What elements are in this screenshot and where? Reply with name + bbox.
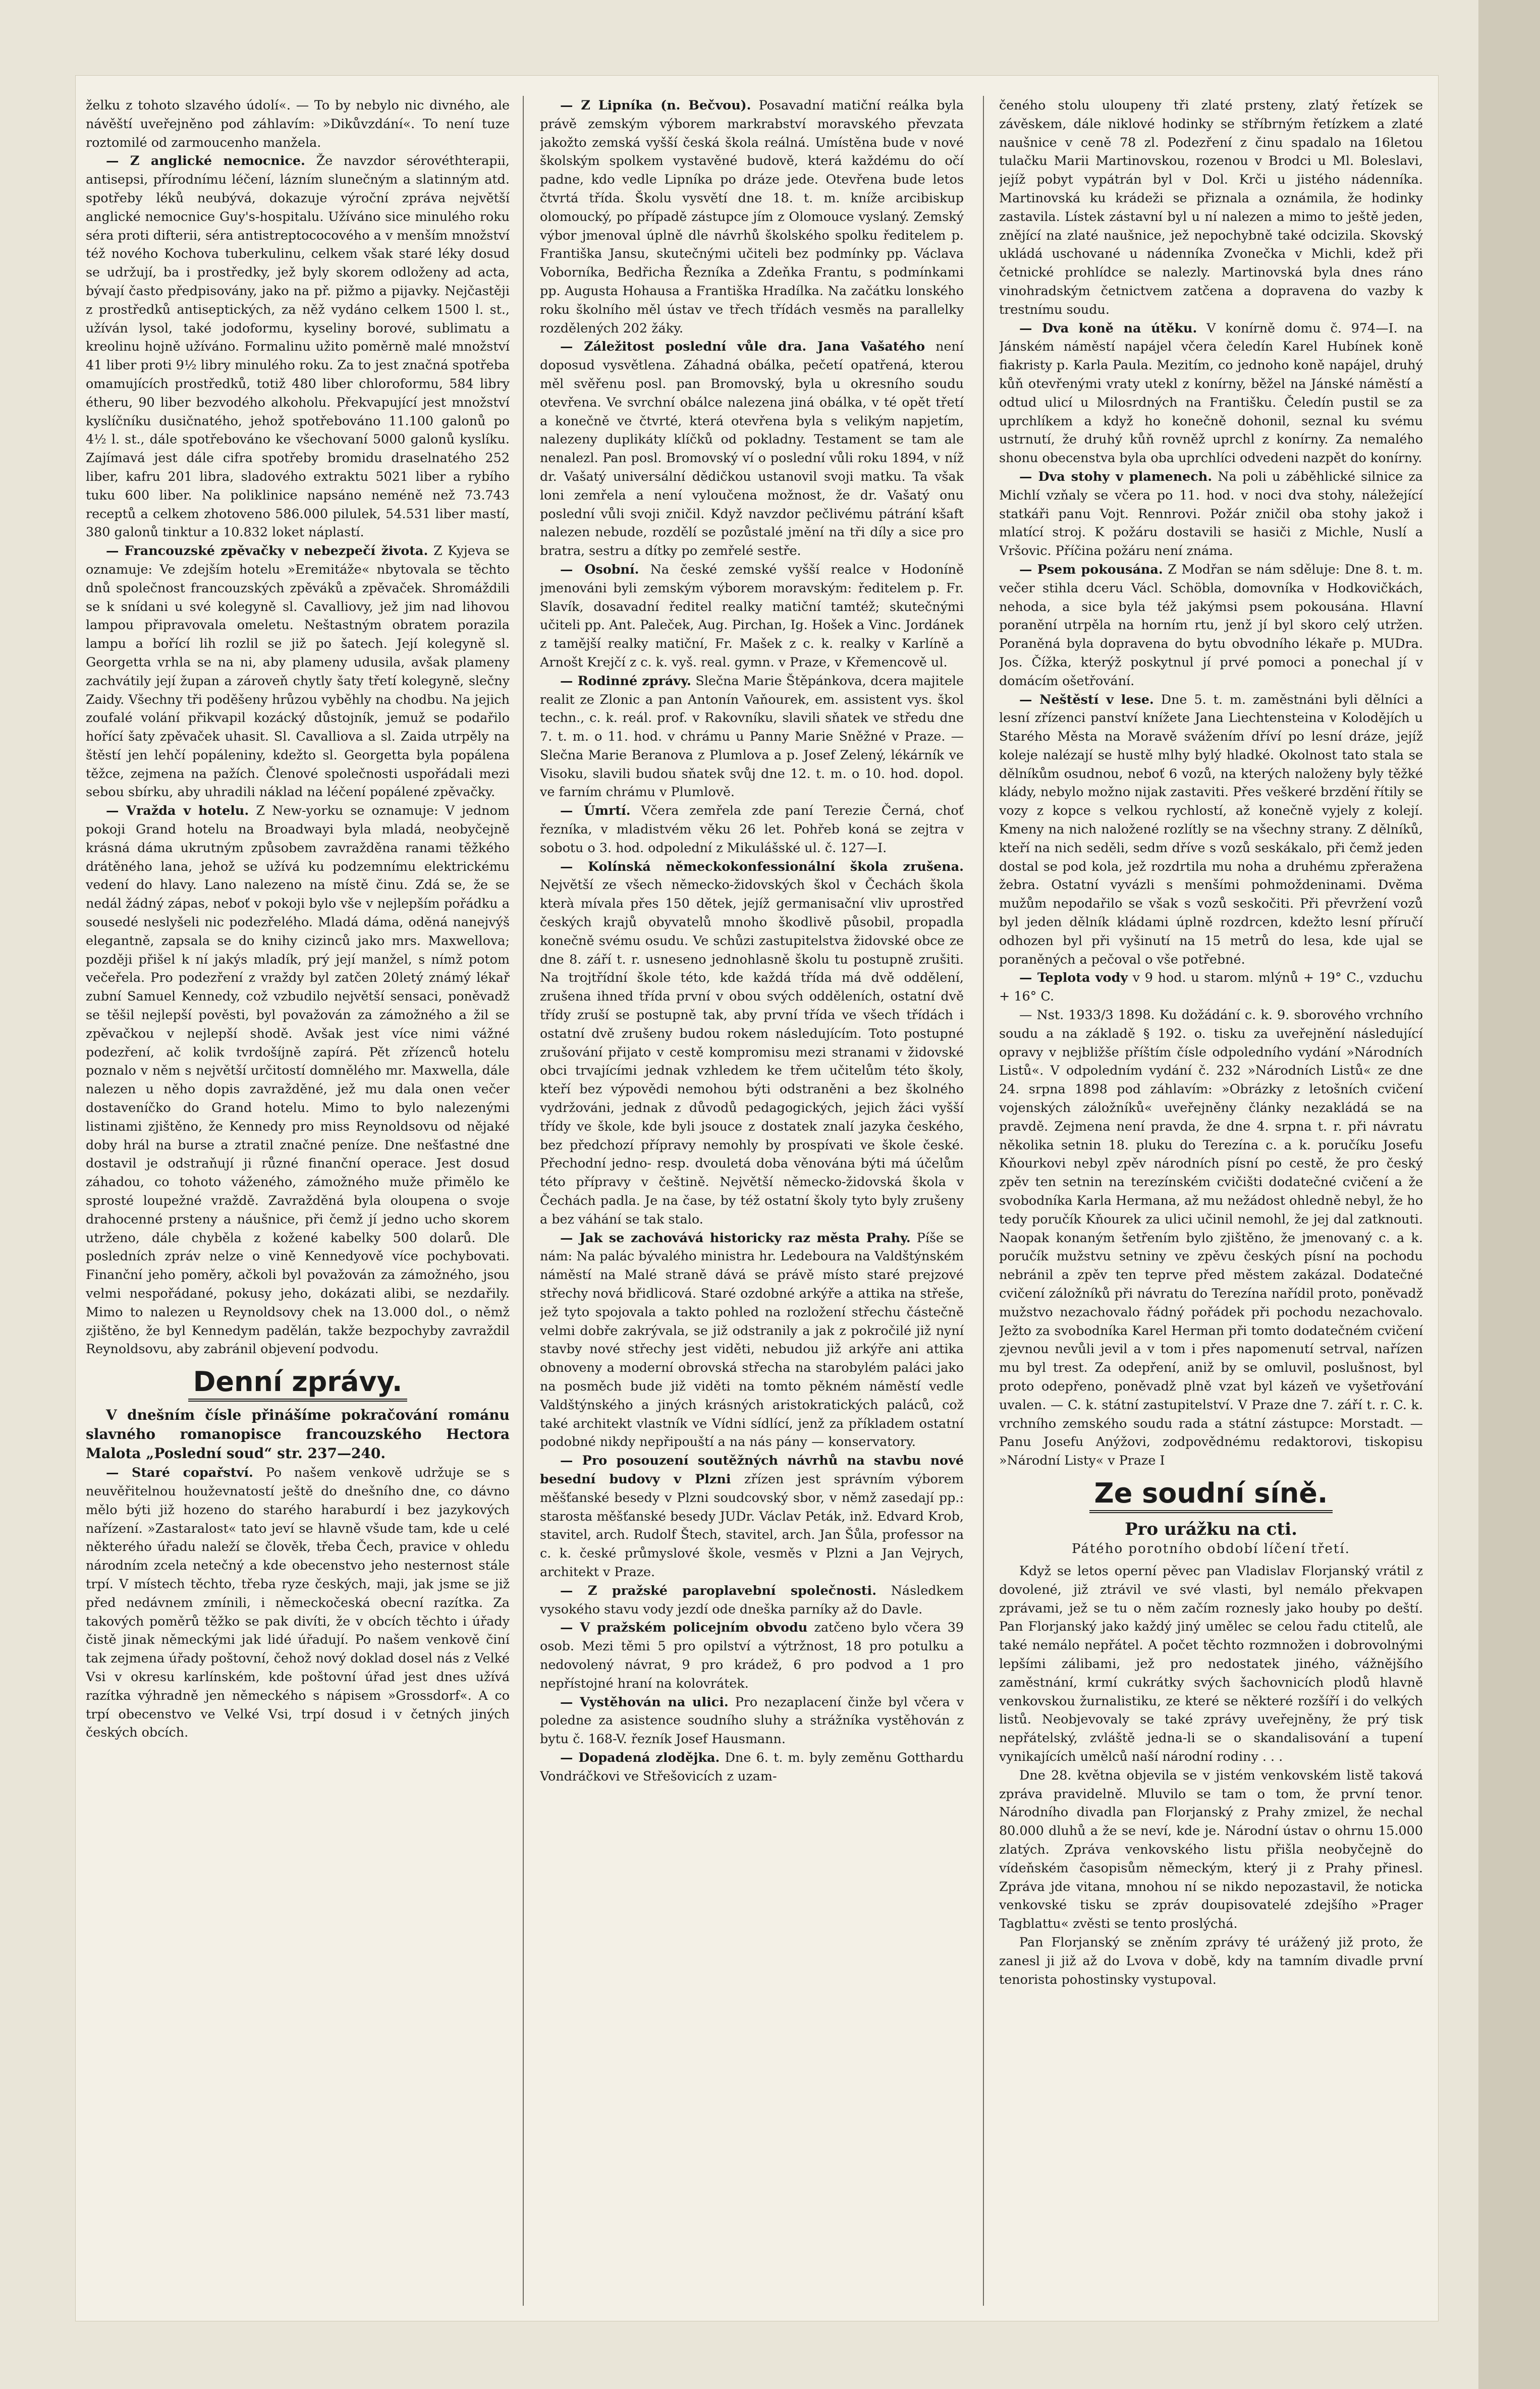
article-text: zatčeno bylo včera 39 osob. Mezi těmi 5 pro opilství a výtržnost, 18 pro potulku a nedovolený návrat, 9 pro krádež, 6 pro podvod a 1 pro nepřístojné hraní na kolovrátek. xyxy=(540,1620,964,1691)
article-text: Pan Florjanský se zněním zprávy té urážený již proto, že zanesl ji již až do Lvova v době, kdy na tamním divadle první tenorista pohostinsky vystupoval. xyxy=(999,1934,1423,1987)
article-text: Po našem venkově udržuje se s neuvěřitelnou houževnatostí ještě do dnešního dne, co dávno mělo býti již hozeno do starého haraburdí i bez jazykových nařízení. »Zastaralost« tato jeví se hlavně všude tam, kde u celé některého úřadu naleží se člověk, třeba Čech, pravice v ohledu národním zcela netečný a kde obecenstvo jeho nesternost stále trpí. V místech těchto, třeba ryze českých, maji, jak jsme se již před nedávnem zmínili, i německočeská obecní razítka. Za takových poměrů těžko se pak divíti, že v obcích těchto i úřady čistě jinak německými jak lidé úřadují. Po našem venkově činí tak zejmena úřady poštovní, čehož nový doklad dosel nás z Velké Vsi v okresu karlínském, kde poštovní úřad jest dnes užívá razítka výhradně jen německého s nápisem »Grossdorf«. A co trpí obecenstvo ve Velké Vsi, trpí dosud i v četných jiných českých obcích. xyxy=(86,1465,510,1740)
article-headline: — Kolínská německokonfessionální škola zrušena. xyxy=(560,858,964,874)
article-headline: Pro urážku na cti. xyxy=(1125,1519,1297,1539)
section-heading xyxy=(86,1366,510,1402)
article-text: Včera zemřela zde paní Terezie Černá, choť řezníka, v mladistvém věku 26 let. Pohřeb koná se zejtra v sobotu o 3. hod. odpolední z Mikulášské ul. č. 127—I. xyxy=(540,803,964,855)
article-headline: — Osobní. xyxy=(560,561,639,577)
article-text: Dne 5. t. m. zaměstnáni byli dělníci a lesní zřízenci panství knížete Jana Liechtensteina v Kolodějích u Starého Města na Moravě svážením dříví po lesní dráze, jejíž koleje nalézají se hustě mlhy bylý hladké. Okolnost tato stala se dělníkům osudnou, neboť 6 vozů, na kterých naloženy byly těžké klády, nebylo možno nijak zastaviti. Přes veškeré brzdění řítily se vozy z kopce s velkou rychlostí, až konečně vyjely z kolejí. Kmeny na nich naložené rozlítly se na všechny strany. Z dělníků, kteří na nich seděli, sedm dříve s vozů seskákalo, při čemž jeden dostal se pod kola, jež rozdrtila mu noha a druhému zpřeražena žebra. Ostatní vyvázli s menšími pohmoždeninami. Dvěma mužům nepodařilo se však s vozů seskočiti. Při převržení vozů byl jeden dělník kládami úplně rozdrcen, kdežto lesní příručí odhozen byl při vyšinutí na 15 metrů do lesa, kde ujal se poraněných a pečoval o vše potřebné. xyxy=(999,691,1423,967)
article-text: zřízen jest správním výborem měšťanské besedy v Plzni soudcovský sbor, v němž zasedají pp.: starosta měšťanské besedy JUDr. Václav Peták, inž. Edvard Krob, stavitel, arch. Rudolf Štech, stavitel, arch. Jan Šůla, professor na c. k. české průmyslové škole, vesměs v Plzni a Jan Vejrych, architekt v Praze. xyxy=(540,1471,964,1579)
article-subheadline: Pátého porotního období líčení třetí. xyxy=(1072,1541,1350,1557)
section-title: Ze soudní síně. xyxy=(1089,1478,1333,1513)
article-headline: — Neštěstí v lese. xyxy=(1019,691,1154,707)
article xyxy=(86,801,510,1358)
article-text: Následkem vysokého stavu vody jezdí ode dneška parníky až do Davle. xyxy=(540,1582,964,1617)
article-text: Na české zemské vyšší realce v Hodoníně jmenováni byli zemským výborem moravským: ředitelem p. Fr. Slavík, dosavadní ředitel realky matiční tamtéž; skutečnými učiteli pp. Ant. Paleček, Aug. Pirchan, Ig. Hošek a Vinc. Jordánek z tamější realky matiční, Fr. Mašek z c. k. realky v Karlíně a Arnošt Krejčí z c. k. vyš. real. gymn. v Praze, v Křemencově ul. xyxy=(540,561,964,670)
article-headline: — Dopadená zlodějka. xyxy=(560,1749,720,1765)
article xyxy=(999,560,1423,690)
article-text: čeného stolu uloupeny tři zlaté prsteny, zlatý řetízek se závěskem, dále niklové hodinky se stříbrným řetízkem a zlaté naušnice v ceně 78 zl. Podezření z činu spadalo na 16letou tulačku Marii Martinovskou, rozenou v Brodci u Ml. Boleslavi, jejíž pobyt vypátrán byl v Dol. Krči u jistého nádenníka. Martinovská ku krádeži se přiznala a oznámila, že hodinky zastavila. Lístek zástavní byl u ní nalezen a mimo to ještě jeden, znějící na zlaté naušnice, jež nepochybně také odcizila. Skovský ukládá uschované u nádenníka Zvonečka v Michli, kdež při četnické prohlídce se nalezly. Martinovská byla dnes ráno vinohradským četnictvem zatčena a dopravena do vazby k trestnímu soudu. xyxy=(999,97,1423,317)
article-headline: — Záležitost poslední vůle dra. Jana Vašatého xyxy=(560,339,925,354)
article xyxy=(540,801,964,857)
article-text: želku z tohoto slzavého údolí«. — To by nebylo nic divného, ale návěští uveřejněno pod záhlavím: »Dikůvzdání«. To není tuze roztomilé od zarmoucenho manžela. xyxy=(86,97,510,150)
article-text: Dne 6. t. m. byly zeměnu Gotthardu Vondráčkovi ve Střešovicích z uzam- xyxy=(540,1749,964,1784)
article-text: Z Modřan se nám sděluje: Dne 8. t. m. večer stihla dceru Václ. Schöbla, domovníka v Hodkovičkách, nehoda, a sice byla též jakýmsi psem pokousána. Hlavní poranění utrpěla na horním rtu, jenž jí byl skoro celý utržen. Poraněná byla dopravena do bytu obvodního lékaře p. MUDra. Jos. Čížka, kterýž poskytnul jí prvé pomoci a ponechal jí v domácím ošetřování. xyxy=(999,561,1423,688)
article-text: Největší ze všech německo-židovských škol v Čechách škola kterà mívala přes 150 dětek, jejíž germanisační vliv uprostřed českých krajů obyvatelů mnoho škodlivě působil, propadla konečně svému osudu. Ve schůzi zastupitelstva židovské obce ze dne 8. září t. r. usneseno jednohlasně školu tu postupně zrušiti. Na trojtřídní škole této, kde každá třída má dvě oddělení, zrušena ihned třída první v obou svých odděleních, ostatní dvě třídy zruší se postupně tak, aby první třída ve všech třídách i ostatní dvě zrušeny budou rokem následujícím. Toto postupné zrušování přijato v cestě kompromisu mezi stranami v židovské obci trvajícími jednak vzhledem ke třem učitelům této školy, kteří bez výpovědi nemohou býti odstraněni a bez školného vydržováni, jednak z důvodů pedagogických, jejich žáci vyšší třídy ve škole, kde byli jsouce z dostatek znalí jazyka českého, bez předchozí přípravy nemohly by prospívati ve škole české. Přechodní jedno- resp. dvouletá doba věnována býti má účelům této přípravy v češtině. Největší německo-židovská škola v Čechách padla. Je na čase, by též ostatní školy tyto byly zrušeny a bez váhání se tak stalo. xyxy=(540,877,964,1227)
article-text: Posavadní matiční reálka byla právě zemským výborem markrabství moravského převzata jakožto zemská vyšší česká škola reálná. Umístěna bude v nové školským spolkem vystavěné budově, která každému do očí padne, kdo vedle Lipníka po dráze jede. Otevřena bude letos čtvrtá třída. Školu vysvětí dne 18. t. m. kníže arcibiskup olomoucký, po případě zástupce jím z Olomouce vyslaný. Zemský výbor jmenoval úplně dle návrhů školského spolku ředitelem p. Františka Jansu, skutečnými učiteli bez podmínky pp. Václava Voborníka, Bedřicha Řezníka a Zdeňka Frantu, s podmínkami pp. Augusta Hohausa a Františka Hradílka. Na začátku lonského roku školního měl ústav ve třech třídách vesměs na parallelky rozdělených 202 žáky. xyxy=(540,97,964,336)
article-headline: — Psem pokousána. xyxy=(1019,561,1163,577)
column-middle xyxy=(540,96,964,2306)
article-headline: — Francouzské zpěvačky v nebezpečí života. xyxy=(106,543,428,559)
article-headline: — Dva koně na útěku. xyxy=(1019,320,1197,336)
article-text: v 9 hod. u starom. mlýnů + 19° C., vzduchu + 16° C. xyxy=(999,970,1423,1004)
article xyxy=(86,1463,510,1742)
article-text: Že navzdor sérovéthterapii, antisepsi, přírodnímu léčení, lázním slunečným a slatinným atd. spotřeby léků neubývá, dokazuje výroční zpráva největší anglické nemocnice Guy's-hospitalu. Užíváno sice minulého roku séra proti difterii, séra antistreptococového a v menším množství též nového Kochova tuberkulinu, celkem však staré léky dosud se udržují, ba i prostředky, jež byly skorem odloženy ad acta, bývají často předpisovány, jako na př. pižmo a pijavky. Nejčastěji z prostředků antiseptických, za něž vydáno celkem 1500 l. st., užíván lysol, také jodoformu, kyseliny borové, sublimatu a kreolinu hojně užíváno. Formalinu užito poměrně malé množství 41 liber proti 9½ libry minulého roku. Za to jest značná spotřeba omamujících prostředků, totiž 480 liber chloroformu, 584 libry étheru, 90 liber bezvodého alkoholu. Překvapující jest množství kyslíčníku dusičnatého, jehož spotřebováno 11.100 galonů po 4½ l. st., dále spotřebováno ke všechovaní 5000 galonů kyslíku. Zajímavá jest dále cifra spotřeby bromidu draselnatého 252 liber, kafru 201 libra, sladového extraktu 5021 liber a rybího tuku 600 liber. Na poliklinice napsáno neméně než 73.743 receptů a celkem zhotoveno 586.000 pilulek, 54.531 liber mastí, 380 galonů tinktur a 10.832 loket náplastí. xyxy=(86,153,510,540)
article-headline: — V pražském policejním obvodu xyxy=(560,1620,808,1635)
article-headline: — Z pražské paroplavební společnosti. xyxy=(560,1582,877,1598)
article xyxy=(86,151,510,541)
article xyxy=(540,96,964,337)
article xyxy=(540,672,964,802)
column-rule xyxy=(983,96,984,2306)
article-headline: — Vystěhován na ulici. xyxy=(560,1694,729,1709)
article xyxy=(999,968,1423,1006)
article-headline: — Pro posouzení soutěžných návrhů na stavbu nové besední budovy v Plzni xyxy=(540,1453,964,1486)
article-text: — Nst. 1933/3 1898. Ku dožádání c. k. 9. sborového vrchního soudu a na základě § 192. o. tisku za uveřejnění následující opravy v nejbližše příštím čísle odpoledního vydání »Národních Listů«. V odpoledním vydání č. 232 »Národních Listů« ze dne 24. srpna 1898 pod záhlavím: »Obrázky z letošních cvičení vojenských záložníků« uveřejněny články nezakládá se na pravdě. Zejmena není pravda, že dne 4. srpna t. r. při návratu několika setnin 18. pluku do Terezína c. a k. poručíku Josefu Kňourkovi nebyl zpěv národních písní po cestě, že pro český zpěv ten setnin na terezínském cvičišti dodatečné cvičení a že svobodníka Karla Hermana, až mu nežádost ohledně nebyl, že ho tedy poručík Kňourek za ulici učinil nemohl, že jej dal zatknouti. Naopak konaným šetřením bylo zjištěno, že jmenovaný c. a k. poručík mužstvu setniny ve zpěvu českých písní na pochodu nebránil a zpěv ten teprve před městem zakázal. Dodatečné cvičení záložníků při návratu do Terezína nařídil proto, poněvadž mužstvo nezachovalo řádný pořádek při pochodu nezachovalo. Ježto za svobodníka Karel Herman při tomto dodatečném cvičení zjevnou nevůli jevil a v tom i přes napomenutí setrval, nařízen mu byl trest. Za odepření, aniž by se omluvil, poslušnost, byl proto odepřeno, poněvadž plně vzat byl kázeň ve vyšetřování uvalen. — C. k. státní zastupitelství. V Praze dne 7. září t. r. C. k. vrchního zemského soudu rada a státní zástupce: Morstadt. — Panu Josefu Anýžovi, zodpovědnému redaktorovi, tiskopisu »Národní Listy« v Praze I xyxy=(999,1007,1423,1468)
article-text: Když se letos operní pěvec pan Vladislav Florjanský vrátil z dovolené, již ztrávil ve své vlasti, byl nemálo překvapen zprávami, jež se tu o něm začím roznesly jako houby po deští. Pan Florjanský jako každý jiný umělec se celou řadu ctitelů, ale také nemálo nepřátel. A počet těchto rozmnožen i dobrovolnými lepšími zálibami, jež pro nedostatek jiného, vážnějšího zaměstnání, krmí cukrátky svých šachovnicích plodů hlavně venkovskou žurnalistiku, ze které se některé rozšíří i do velkých listů. Neobjevovaly se také zprávy uveřejněny, že prý tisk nepřátelský, zvláště jedna-li se o skandalisování a tupení vynikajících umělců naší národní rodiny . . . xyxy=(999,1563,1423,1764)
article xyxy=(540,1581,964,1619)
article-text: není doposud vysvětlena. Záhadná obálka, pečetí opatřená, kterou měl svěřenu posl. pan Bromovský, byla u okresního soudu otevřena. Ve svrchní obálce nalezena jiná obálka, v té opět třetí a konečně ve čtvrté, která otevřena byla s velikým napjetím, nalezeny duplikáty klíčků od pokladny. Testament se tam ale nenalezl. Pan posl. Bromovský ví o poslední vůli roku 1894, v níž dr. Vašatý universální dědičkou ustanovil svoji matku. Ta však loni zemřela a není vyloučena možnost, že dr. Vašatý onu poslední vůli svoji zničil. Když navzdor pečlivému pátrání kšaft nalezen nebude, rozdělí se pozůstalé jmění na tři díly a sice pro bratra, sestru a dítky po zemřelé sestře. xyxy=(540,339,964,559)
article-text: Slečna Marie Štěpánkova, dcera majitele realit ze Zlonic a pan Antonín Vaňourek, em. assistent vys. škol techn., c. k. reál. prof. v Rakovníku, slavili sňatek ve středu dne 7. t. m. o 11. hod. v chrámu u Panny Marie Sněžné v Praze. — Slečna Marie Beranova z Plumlova a p. Josef Zelený, lékárník ve Visoku, slavili budou sňatek svůj dne 12. t. m. o 10. hod. dopol. ve farním chrámu v Plumlově. xyxy=(540,673,964,800)
article-text: Dne 28. května objevila se v jistém venkovském listě taková zpráva pravidelně. Mluvilo se tam o tom, že první tenor. Národního divadla pan Florjanský z Prahy zmizel, že nechal 80.000 dluhů a že se neví, kde je. Národní ústav o ohrnu 15.000 zlatých. Zpráva venkovského listu přišla neobyčejně do vídeňském časopisům německým, který ji z Prahy přinesl. Zpráva jde vitana, mnohou ní se nikdo nepozastavil, že noticka venkovské tisku se zpráv doupisovatelé zdejšího »Prager Tagblattu« zvěsti se tento proslýchá. xyxy=(999,1767,1423,1931)
article-headline: — Rodinné zprávy. xyxy=(560,673,691,688)
article xyxy=(540,857,964,1229)
article-text: Pro nezaplacení činže byl včera v poledne za asistence soudního sluhy a strážníka vystěhován z bytu č. 168-V. řezník Josef Hausmann. xyxy=(540,1694,964,1747)
section-heading xyxy=(999,1478,1423,1513)
article xyxy=(999,319,1423,467)
article xyxy=(999,467,1423,560)
article xyxy=(540,560,964,672)
article-headline: — Z anglické nemocnice. xyxy=(106,153,305,169)
article-text: Píše se nám: Na palác bývalého ministra hr. Ledeboura na Valdštýnském náměstí na Malé straně dává se právě místo staré prejzové střechy nová břidlicová. Staré ozdobné arkýře a attika na střeše, jež tyto spojovala a takto pohled na rozložení střechu částečně velmi dobře zakrývala, se již odstranily a jak z pokročilé již nyní stavby nové střechy jest viděti, nebudou již arkýře ani attika obnoveny a moderní obrovská střecha na starobylém paláci jako na posměch bude již viděti na tomto pěkném náměstí vedle Valdštýnského a jiných krásných aristokratických paláců, což také architekt vlastník ve Vídni sídlící, jenž za příkladem ostatní podobné nikdy nepřipouští a na nás pány — konservatory. xyxy=(540,1230,964,1450)
article-text: V konírně domu č. 974—I. na Jánském náměstí napájel včera čeledín Karel Hubínek koně fiakristy p. Karla Paula. Mezitím, co jednoho koně napájel, druhý kůň otevřenými vraty utekl z konírny, běžel na Jánské náměstí a odtud ulicí u Milosrdných na Františku. Čeledín pustil se za uprchlíkem a když ho konečně dohonil, seznal ku svému ustrnutí, že druhý kůň rovněž uprchl z konírny. Za nemalého shonu obecenstva byla oba uprchlíci odvedeni nazpět do konírny. xyxy=(999,320,1423,466)
article xyxy=(999,690,1423,969)
article-headline: — Jak se zachovává historicky raz města Prahy. xyxy=(560,1230,911,1245)
article-headline: — Dva stohy v plamenech. xyxy=(1019,468,1213,484)
article-headline: — Z Lipníka (n. Bečvou). xyxy=(560,97,751,113)
column-left xyxy=(86,96,510,2306)
article xyxy=(540,1748,964,1786)
article xyxy=(86,541,510,801)
article xyxy=(540,1229,964,1452)
scan-edge xyxy=(1478,0,1540,2389)
article xyxy=(540,1693,964,1748)
section-title: Denní zprávy. xyxy=(188,1366,408,1402)
article-text: Z New-yorku se oznamuje: V jednom pokoji Grand hotelu na Broadwayi byla mladá, neobyčejně krásná dáma ukrutným způsobem zavražděna ranami těžkého drátěného lana, jehož se užívá ku podzemnímu elektrickému vedení do hlavy. Lano nalezeno na místě činu. Zdá se, že se nedál žádný zápas, neboť v pokoji bylo vše v nejlepším pořádku a sousedé neslyšeli nic podezřelého. Mladá dáma, oděná nanejvýš elegantně, zapsala se do knihy cizinců jako mrs. Maxwellova; později přišel k ní jakýs mladík, prý její manžel, s nímž potom večeřela. Pro podezření z vraždy byl zatčen 20letý známý lékař zubní Samuel Kennedy, což vzbudilo největší sensaci, poněvadž se těšil nejlepší pověsti, byl považován za zámožného a žil se zpěvačkou v nejlepší shodě. Avšak jest více nimi vážné podezření, ač kolik tvrdošíjně zapírá. Pět zřízenců hotelu poznalo v něm s největší určitostí domnělého mr. Maxwella, dále nalezen u něho dopis zavražděné, jež mu dala onen večer dostaveníčko do Grand hotelu. Mimo to bylo nalezenými listinami zjištěno, že Kennedy pro miss Reynoldsovu od nějaké doby hrál na burse a ztratil značné peníze. Dne nešťastné dne dostavil je odstraňují ji různé finanční operace. Jest dosud záhadou, co tohoto váženého, zámožného muže přimělo ke sprosté loupežné vraždě. Zavražděná byla oloupena o svoje drahocenné prsteny a náušnice, při čemž jí jedno ucho skorem utrženo, dále chyběla z kožené kabelky 500 dolarů. Dle posledních zpráv nelze o vině Kennedyově více pochybovati. Finanční jeho poměry, ačkoli byl považován za zámožného, jsou velmi nespořádané, pokusy jeho, dokázati alibi, se nezdařily. Mimo to nalezen u Reynoldsovy chek na 13.000 dol., o němž zjištěno, že byl Kennedym padělán, takže bezpochyby zavraždil Reynoldsovu, aby zabránil objevení podvodu. xyxy=(86,803,510,1357)
article xyxy=(540,1618,964,1692)
article-text: Z Kyjeva se oznamuje: Ve zdejším hotelu »Eremitáže« nbytovala se těchto dnů společnost francouzských zpěváků a zpěvaček. Shromáždili se k snídani u své kolegyně sl. Cavalliovy, jež jim nad lihovou lampou připravovala omeletu. Neštastným obratem porazila lampu a bořící lih rozlil se již po šatech. Její kolegyně sl. Georgetta vrhla se na ni, aby plameny udusila, avšak plameny zachvátily její župan a zároveň chytly šaty třetí kolegyně, slečny Zaidy. Všechny tři poděšeny hrůzou vyběhly na chodbu. Na jejich zoufalé volání přikvapil kozácký důstojník, jemuž se podařilo hořící šaty zpěvaček uhasit. Sl. Cavalliova a sl. Zaida utrpěly na štěstí jen lehčí popáleniny, kdežto sl. Georgetta byla popálena těžce, zejmena na pažích. Členové společnosti uspořádali mezi sebou sbírku, aby uhradili náklad na léčení popálené zpěvačky. xyxy=(86,543,510,800)
article-headline: — Staré copařství. xyxy=(106,1465,253,1480)
newspaper-page xyxy=(76,76,1438,2321)
article xyxy=(540,1451,964,1581)
article xyxy=(540,337,964,560)
article-text: Na poli u záběhlické silnice za Michlí vzňaly se včera po 11. hod. v noci dva stohy, náležející statkáři panu Vojt. Rennrovi. Požár zničil oba stohy jakož i mlatící stroj. K požáru dostavili se hasiči z Michle, Nuslí a Vršovic. Příčina požáru není známa. xyxy=(999,468,1423,559)
lead-notice: V dnešním čísle přinášíme pokračování románu slavného romanopisce francouzského Hectora Malota „Poslední soud“ str. 237—240. xyxy=(86,1407,510,1462)
column-rule xyxy=(523,96,524,2306)
article-headline: — Teplota vody xyxy=(1019,970,1128,985)
article-headline: — Úmrtí. xyxy=(560,803,631,818)
article-headline: — Vražda v hotelu. xyxy=(106,803,249,818)
column-right xyxy=(999,96,1423,2306)
